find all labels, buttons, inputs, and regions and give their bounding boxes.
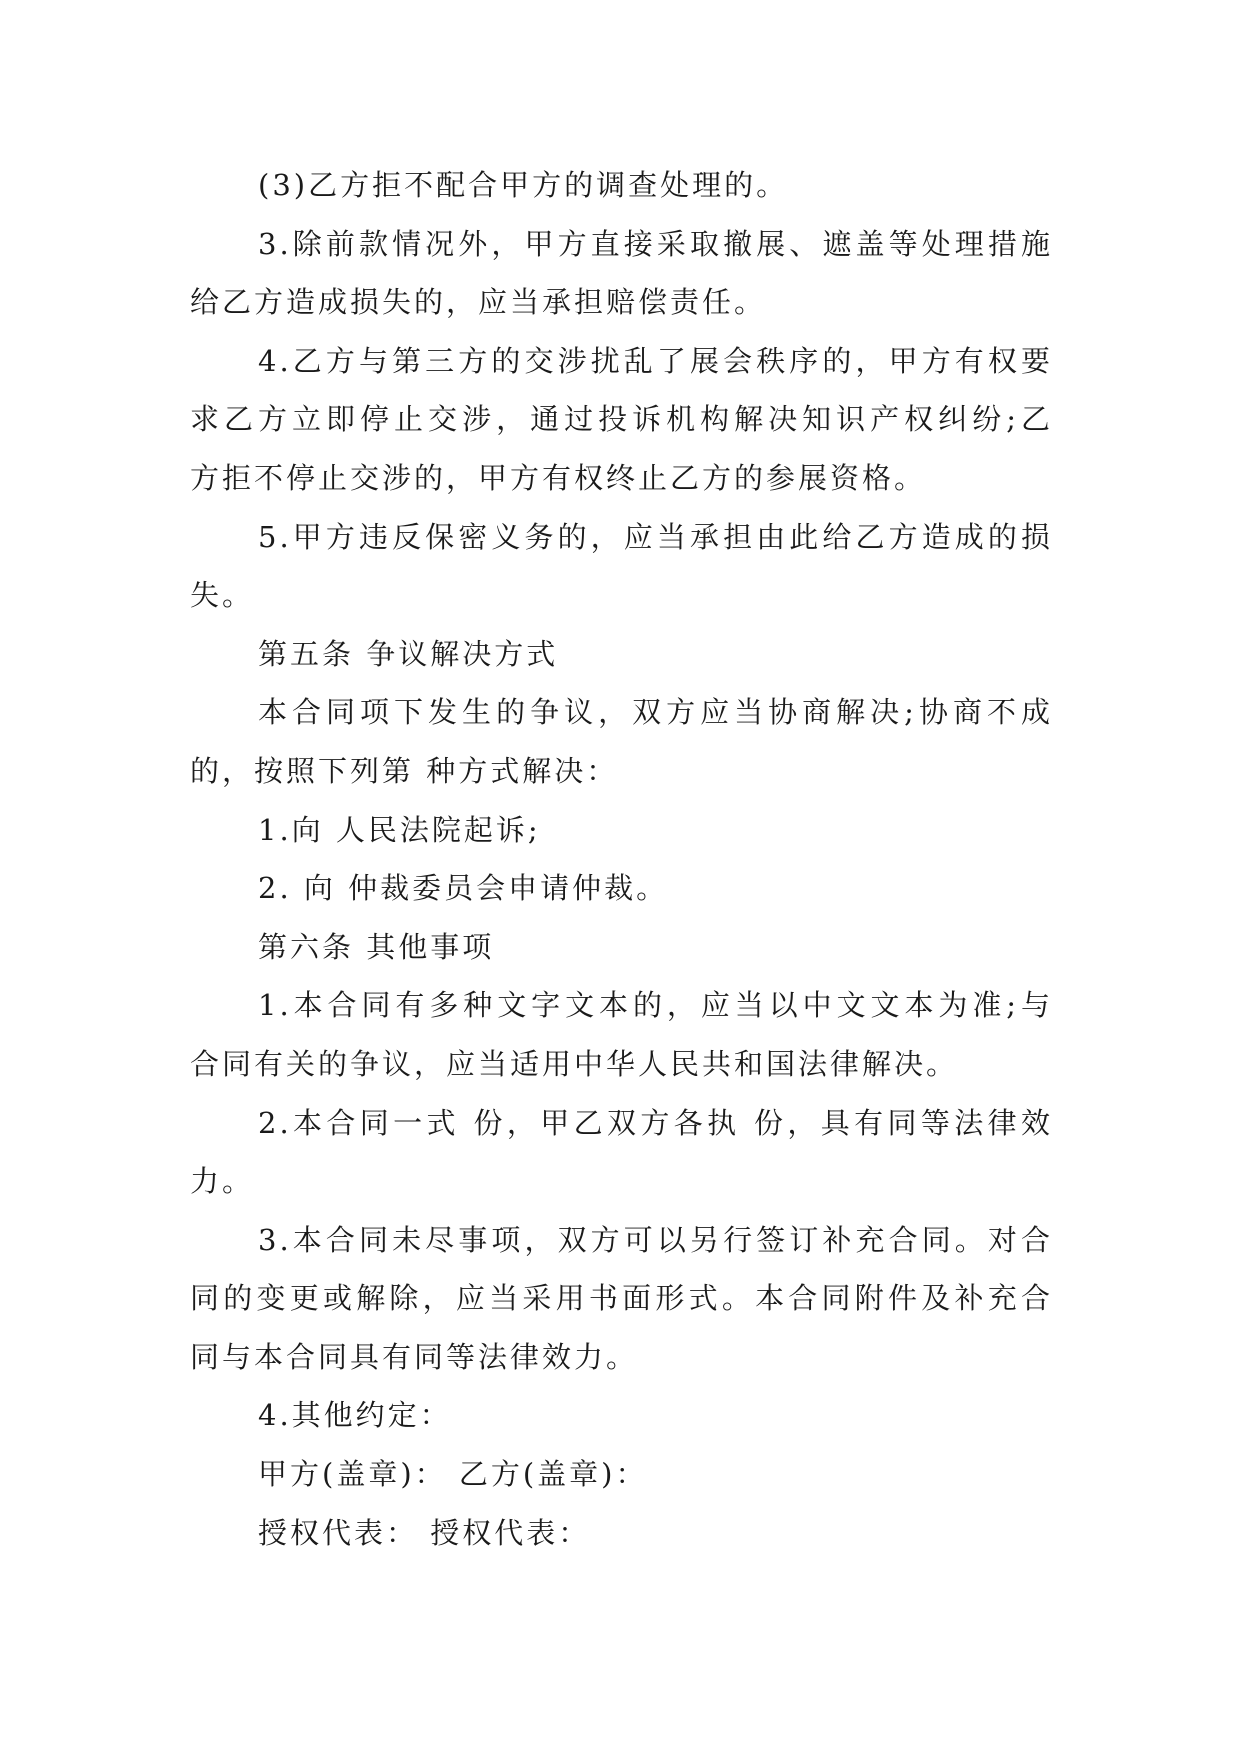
clause-paragraph bbox=[190, 508, 1053, 625]
document-line: 同与本合同具有同等法律效力。 bbox=[190, 1339, 639, 1374]
document-line: 5.甲方违反保密义务的，应当承担由此给乙方造成的损 bbox=[258, 519, 1053, 554]
document-line: 同的变更或解除，应当采用书面形式。本合同附件及补充合 bbox=[190, 1281, 1053, 1316]
clause-paragraph bbox=[190, 683, 1053, 800]
document-line: 3.本合同未尽事项，双方可以另行签订补充合同。对合 bbox=[258, 1222, 1053, 1257]
clause-paragraph bbox=[190, 332, 1053, 508]
clause-paragraph bbox=[190, 1094, 1053, 1211]
option-item bbox=[190, 859, 1053, 918]
document-line: 方拒不停止交涉的，甲方有权终止乙方的参展资格。 bbox=[190, 460, 927, 495]
section-heading bbox=[190, 918, 1053, 977]
clause-paragraph bbox=[190, 1211, 1053, 1387]
document-line: 4.乙方与第三方的交涉扰乱了展会秩序的，甲方有权要 bbox=[258, 343, 1053, 378]
document-line: 求乙方立即停止交涉，通过投诉机构解决知识产权纠纷;乙 bbox=[190, 402, 1053, 437]
document-line: 1.本合同有多种文字文本的，应当以中文文本为准;与 bbox=[258, 988, 1053, 1023]
document-line: 本合同项下发生的争议，双方应当协商解决;协商不成 bbox=[258, 695, 1053, 730]
document-line: 3.除前款情况外，甲方直接采取撤展、遮盖等处理措施 bbox=[258, 226, 1053, 261]
document-line: 4.其他约定： bbox=[258, 1398, 452, 1433]
signature-representative-text: 授权代表： 授权代表： bbox=[258, 1515, 591, 1550]
clause-paragraph bbox=[190, 976, 1053, 1093]
document-line: 失。 bbox=[190, 578, 255, 613]
clause-paragraph bbox=[190, 215, 1053, 332]
clause-paragraph bbox=[190, 156, 1053, 215]
signature-seal-text: 甲方(盖章)： 乙方(盖章)： bbox=[258, 1457, 648, 1492]
document-line: 力。 bbox=[190, 1164, 255, 1199]
section-heading-text: 第六条 其他事项 bbox=[258, 929, 495, 964]
clause-paragraph bbox=[190, 1386, 1053, 1445]
document-line: 2. 向 仲裁委员会申请仲裁。 bbox=[258, 871, 669, 906]
document-line: 合同有关的争议，应当适用中华人民共和国法律解决。 bbox=[190, 1046, 959, 1081]
option-item bbox=[190, 801, 1053, 860]
section-heading-text: 第五条 争议解决方式 bbox=[258, 636, 559, 671]
signature-seal-line bbox=[190, 1445, 1053, 1504]
document-line: 的，按照下列第 种方式解决： bbox=[190, 753, 619, 788]
section-heading bbox=[190, 625, 1053, 684]
document-line: (3)乙方拒不配合甲方的调查处理的。 bbox=[258, 168, 789, 202]
document-line: 2.本合同一式 份，甲乙双方各执 份，具有同等法律效 bbox=[258, 1105, 1053, 1140]
signature-representative-line bbox=[190, 1504, 1053, 1563]
document-line: 1.向 人民法院起诉; bbox=[258, 812, 541, 847]
document-line: 给乙方造成损失的，应当承担赔偿责任。 bbox=[190, 285, 767, 320]
contract-body bbox=[190, 156, 1053, 1562]
